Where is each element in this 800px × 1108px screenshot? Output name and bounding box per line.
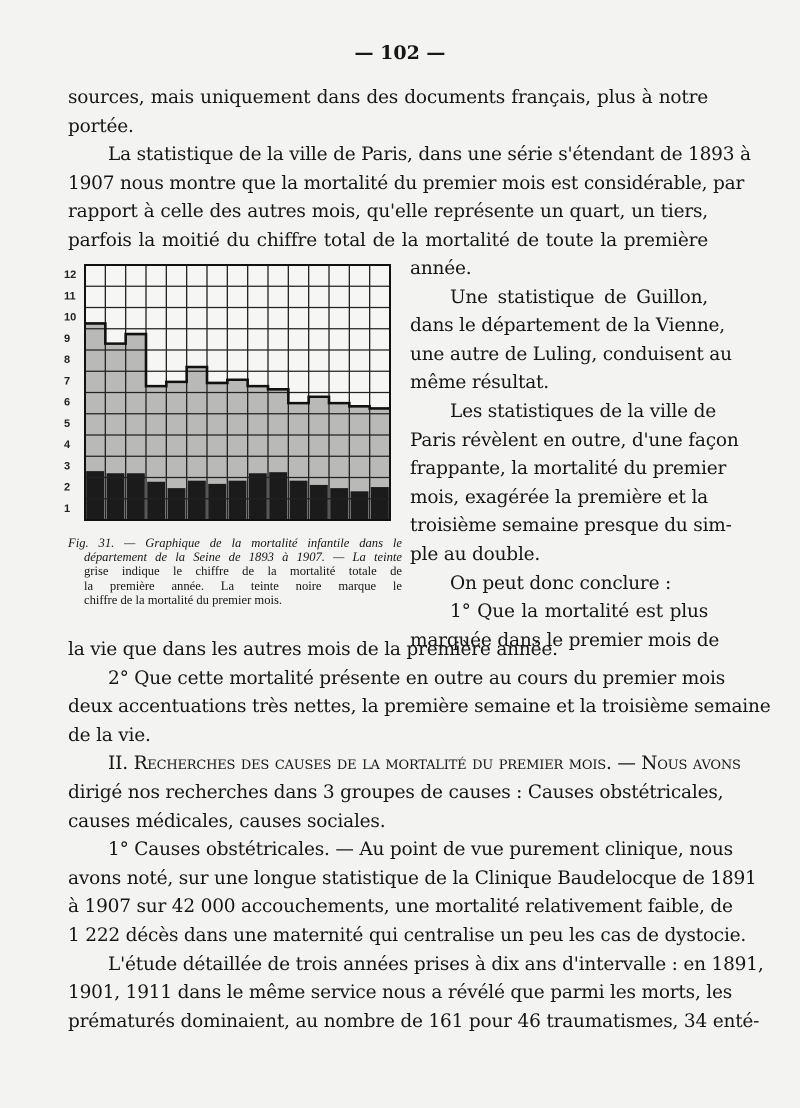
y-tick-label: 7 (64, 375, 71, 388)
text-line: mois, exagérée la première et la (410, 486, 708, 508)
first-month-bar (249, 473, 267, 520)
text-line: II. Recherches des causes de la mortalité du premier mois. — Nous avons (108, 753, 741, 775)
text-line: Les statistiques de la ville de (450, 400, 716, 422)
text-line: Une statistique de Guillon, (450, 286, 708, 308)
y-tick-label: 2 (64, 481, 71, 494)
y-tick-label: 1 (64, 502, 71, 515)
first-month-bar (107, 473, 125, 520)
text-line: 2° Que cette mortalité présente en outre au cours du premier mois (108, 667, 726, 689)
text-line: dans le département de la Vienne, (410, 315, 725, 337)
y-tick-label: 6 (64, 396, 71, 409)
y-tick-label: 5 (64, 417, 71, 430)
text-line: parfois la moitié du chiffre total de la mortalité de toute la première (68, 229, 708, 251)
first-month-bar (208, 484, 226, 520)
first-month-bar (127, 473, 145, 520)
text-line: rapport à celle des autres mois, qu'elle représente un quart, un tiers, (68, 201, 708, 223)
text-line: causes médicales, causes sociales. (68, 810, 386, 832)
top-paragraphs (68, 84, 751, 256)
text-line: troisième semaine presque du sim- (410, 515, 732, 537)
first-month-bar (310, 485, 328, 520)
y-tick-label: 8 (64, 354, 71, 366)
text-line: à 1907 sur 42 000 accouchements, une mortalité relativement faible, de (68, 896, 733, 918)
caption-line: chiffre de la mortalité du premier mois. (84, 592, 283, 607)
text-line: deux accentuations très nettes, la première semaine et la troisième semaine (68, 696, 771, 718)
first-month-bar (330, 488, 348, 520)
first-month-bar (168, 488, 186, 520)
text-line: 1° Que la mortalité est plus (450, 601, 708, 623)
text-line: On peut donc conclure : (450, 572, 672, 594)
right-column-paragraphs (410, 255, 739, 655)
first-month-bar (371, 487, 389, 520)
text-line: 1907 nous montre que la mortalité du premier mois est considérable, par (68, 172, 745, 194)
first-month-bar (86, 471, 104, 520)
first-month-bar (351, 491, 369, 520)
text-line: la vie que dans les autres mois de la première année. (68, 639, 558, 660)
text-line: sources, mais uniquement dans des documents français, plus à notre (68, 87, 708, 108)
y-tick-label: 9 (64, 332, 71, 345)
text-line: de la vie. (68, 724, 151, 746)
caption-line: département de la Seine de 1893 à 1907. — La teinte (84, 550, 402, 565)
text-line: Paris révèlent en outre, d'une façon (410, 429, 739, 451)
text-line: une autre de Luling, conduisent au (410, 343, 732, 365)
text-line: 1901, 1911 dans le même service nous a révélé que parmi les morts, les (68, 982, 733, 1004)
text-line: avons noté, sur une longue statistique de la Clinique Baudelocque de 1891 (68, 867, 757, 889)
y-tick-label: 12 (64, 269, 77, 281)
caption-line: grise indique le chiffre de la mortalité totale de (84, 564, 402, 579)
page-number: — 102 — (354, 42, 446, 64)
text-line: ple au double. (410, 543, 541, 565)
text-line: prématurés dominaient, au nombre de 161 pour 46 traumatismes, 34 enté- (68, 1010, 760, 1032)
text-line: même résultat. (410, 372, 549, 394)
figure-caption (68, 536, 402, 607)
text-line: frappante, la mortalité du premier (410, 458, 727, 480)
text-line: La statistique de la ville de Paris, dans une série s'étendant de 1893 à (108, 144, 751, 166)
bottom-paragraphs (68, 636, 771, 1036)
text-line: L'étude détaillée de trois années prises à dix ans d'intervalle : en 1891, (108, 953, 764, 975)
text-line: 1° Causes obstétricales. — Au point de vue purement clinique, nous (108, 839, 733, 861)
first-month-bar (188, 481, 206, 520)
text-line: dirigé nos recherches dans 3 groupes de causes : Causes obstétricales, (68, 781, 724, 803)
first-month-bar (290, 481, 308, 520)
y-tick-label: 10 (64, 311, 77, 324)
caption-line: Fig. 31. — Graphique de la mortalité infantile dans le (68, 536, 402, 550)
text-line: portée. (68, 115, 134, 137)
text-line: année. (410, 258, 472, 279)
y-tick-label: 4 (64, 439, 71, 451)
y-tick-label: 11 (64, 290, 76, 303)
first-month-bar (229, 481, 247, 520)
text-line: 1 222 décès dans une maternité qui centralise un peu les cas de dystocie. (68, 924, 747, 946)
caption-line: la première année. La teinte noire marque le (84, 578, 402, 593)
text-line: marquée dans le premier mois de (410, 629, 720, 651)
mortality-bar-chart (62, 262, 394, 522)
y-tick-label: 3 (64, 460, 71, 473)
first-month-bar (147, 482, 165, 520)
first-month-bar (269, 472, 287, 520)
